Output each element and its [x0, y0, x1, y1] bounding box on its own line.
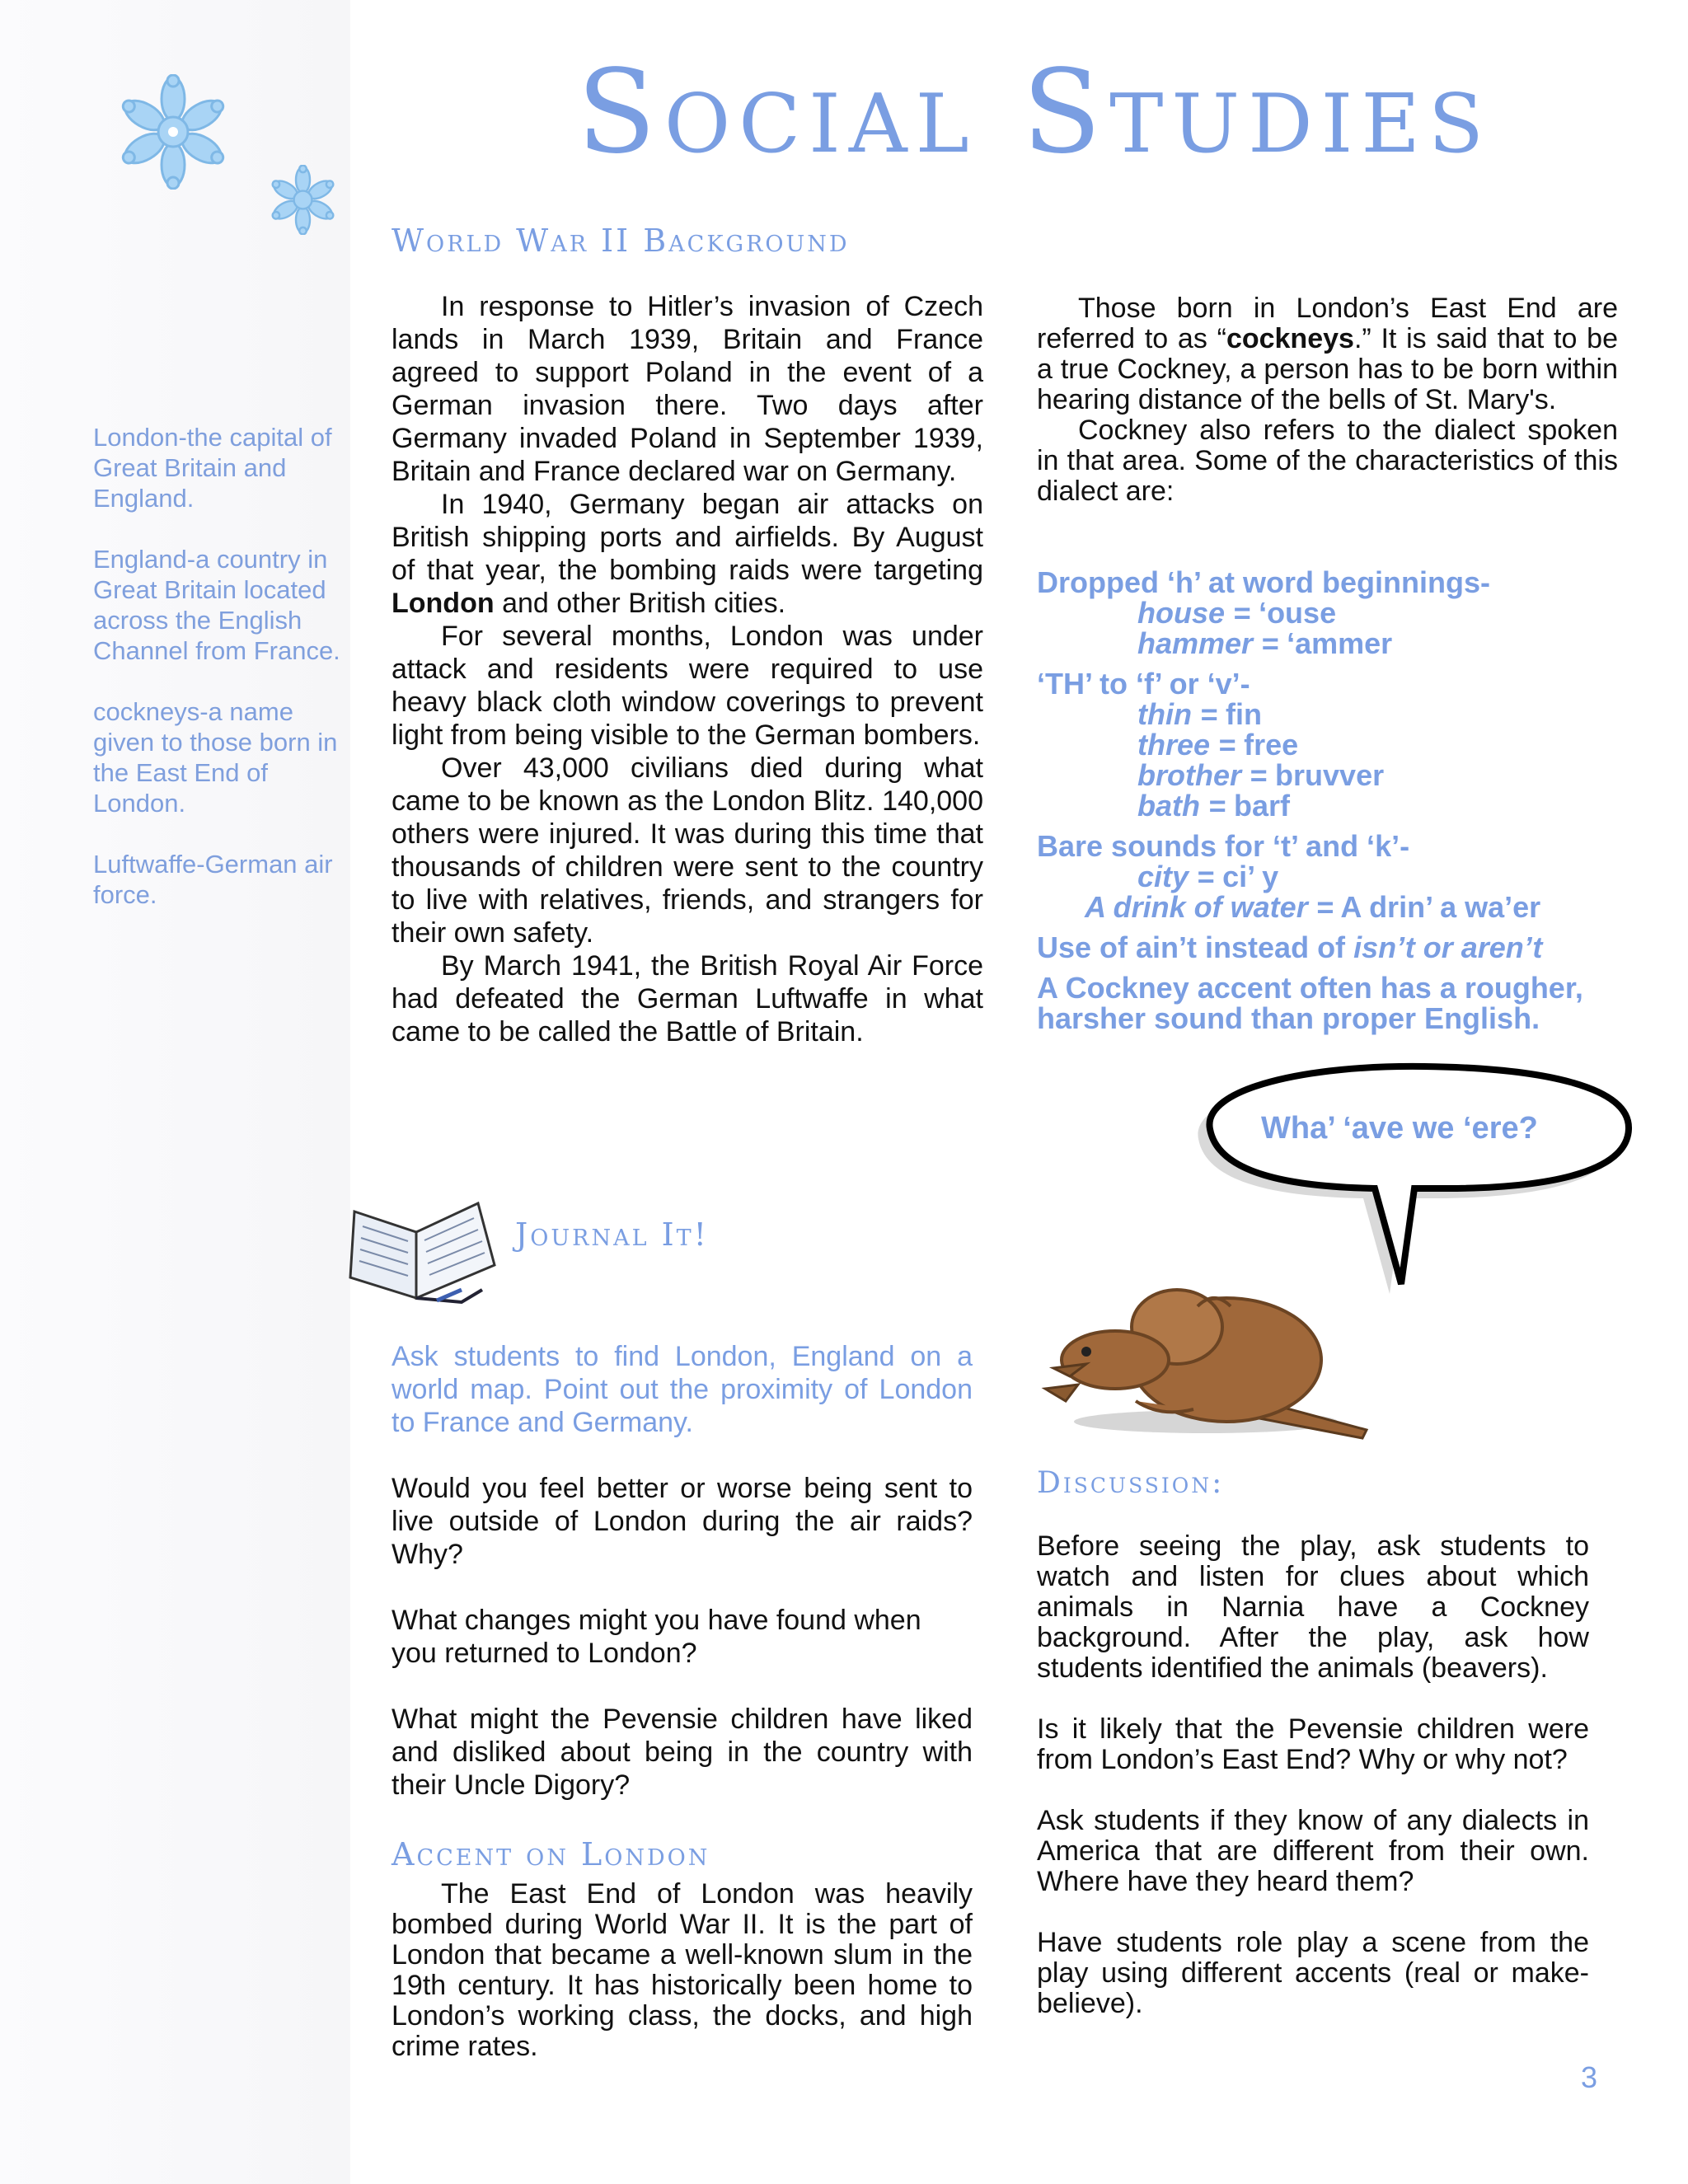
dialect-example: A drink of water = A drin’ a wa’er: [1085, 890, 1541, 924]
paragraph: By March 1941, the British Royal Air Force had defeated the German Luftwaffe in what came to be called the Battle of Britain.: [392, 950, 983, 1047]
section-heading: Accent on London: [392, 1836, 710, 1872]
paragraph: The East End of London was heavily bombed during World War II. It is the part of London that became a well-known slum in the 19th century. It has historically been home to London’s working class, the docks, and high crime rates.: [392, 1878, 973, 2062]
glossary-item: cockneys-a name given to those born in the East End of London.: [93, 697, 338, 818]
journal-prompt: Ask students to find London, England on a world map. Point out the proximity of London to France and Germany.: [392, 1341, 973, 1438]
dialect-example: city = ci’ y: [1137, 860, 1279, 893]
dialect-rule: Bare sounds for ‘t’ and ‘k’-: [1037, 829, 1410, 863]
dialect-example: house = ‘ouse: [1137, 596, 1337, 630]
beaver-illustration: [1037, 1261, 1375, 1442]
glossary-item: Luftwaffe-German air force.: [93, 850, 333, 909]
paragraph: In 1940, Germany began air attacks on British shipping ports and airfields. By August of that year, the bombing raids were targeting London and other British cities.: [392, 489, 983, 619]
paragraph: Over 43,000 civilians died during what came to be known as the London Blitz. 140,000 others were injured. It was during this time that thousands of children were sent to the country to live with relatives, friends, and strangers for their own safety.: [392, 752, 983, 949]
paragraph: In response to Hitler’s invasion of Czech lands in March 1939, Britain and France agreed to support Poland in the event of a German invasion there. Two days after Germany invaded Poland in September 1939, Britain and France declared war on Germany.: [392, 291, 983, 487]
dialect-example: thin = fin: [1137, 697, 1262, 731]
dialect-example: bath = barf: [1137, 789, 1291, 823]
background-text: [392, 290, 983, 1048]
dialect-list: [1037, 567, 1630, 1033]
glossary-item: England-a country in Great Britain located across the English Channel from France.: [93, 545, 340, 665]
section-heading: World War II Background: [392, 223, 850, 259]
journal-question: What changes might you have found when you returned to London?: [392, 1605, 921, 1669]
snowflake-icon: [268, 165, 338, 235]
journal-text: [392, 1340, 973, 1802]
dialect-example: hammer = ‘ammer: [1137, 626, 1393, 660]
dialect-rule: ‘TH’ to ‘f’ or ‘v’-: [1037, 667, 1250, 701]
journal-question: Would you feel better or worse being sent to live outside of London during the air raids? Why?: [392, 1473, 973, 1570]
discussion-text: [1037, 1531, 1589, 2019]
section-heading: Discussion:: [1037, 1466, 1225, 1500]
dialect-example: three = free: [1137, 728, 1299, 762]
discussion-item: Have students role play a scene from the play using different accents (real or make-believe).: [1037, 1927, 1589, 2019]
page-number: 3: [1581, 2060, 1598, 2094]
snowflake-icon: [115, 74, 231, 190]
accent-text: [392, 1879, 973, 2062]
speech-bubble-text: Wha’ ‘ave we ‘ere?: [1261, 1111, 1538, 1146]
paragraph: For several months, London was under attack and residents were required to use heavy black cloth window coverings to prevent light from being visible to the German bombers.: [392, 621, 983, 751]
page-title: Social Studies: [576, 45, 1493, 180]
paragraph: Those born in London’s East End are referred to as “cockneys.” It is said that to be a true Cockney, a person has to be born within hearing distance of the bells of St. Mary's.: [1037, 293, 1618, 415]
section-heading: Journal It!: [515, 1216, 709, 1253]
discussion-item: Before seeing the play, ask students to watch and listen for clues about which animals in Narnia have a Cockney background. After the play, ask how students identified the animals (beavers).: [1037, 1530, 1589, 1684]
cockney-text: [1037, 293, 1618, 507]
dialect-rule: A Cockney accent often has a rougher, harsher sound than proper English.: [1037, 971, 1583, 1035]
dialect-rule: Use of ain’t instead of isn’t or aren’t: [1037, 930, 1543, 964]
sidebar-background: [0, 0, 350, 2184]
paragraph: Cockney also refers to the dialect spoken in that area. Some of the characteristics of this dialect are:: [1037, 415, 1618, 507]
journal-question: What might the Pevensie children have liked and disliked about being in the country with their Uncle Digory?: [392, 1704, 973, 1801]
dialect-rule: Dropped ‘h’ at word beginnings-: [1037, 565, 1490, 599]
dialect-example: brother = bruvver: [1137, 758, 1385, 792]
glossary: [93, 422, 345, 910]
discussion-item: Is it likely that the Pevensie children were from London’s East End? Why or why not?: [1037, 1713, 1589, 1775]
discussion-item: Ask students if they know of any dialects in America that are different from their own. Where have they heard them?: [1037, 1805, 1589, 1897]
glossary-item: London-the capital of Great Britain and England.: [93, 423, 332, 513]
open-book-icon: [338, 1187, 503, 1310]
